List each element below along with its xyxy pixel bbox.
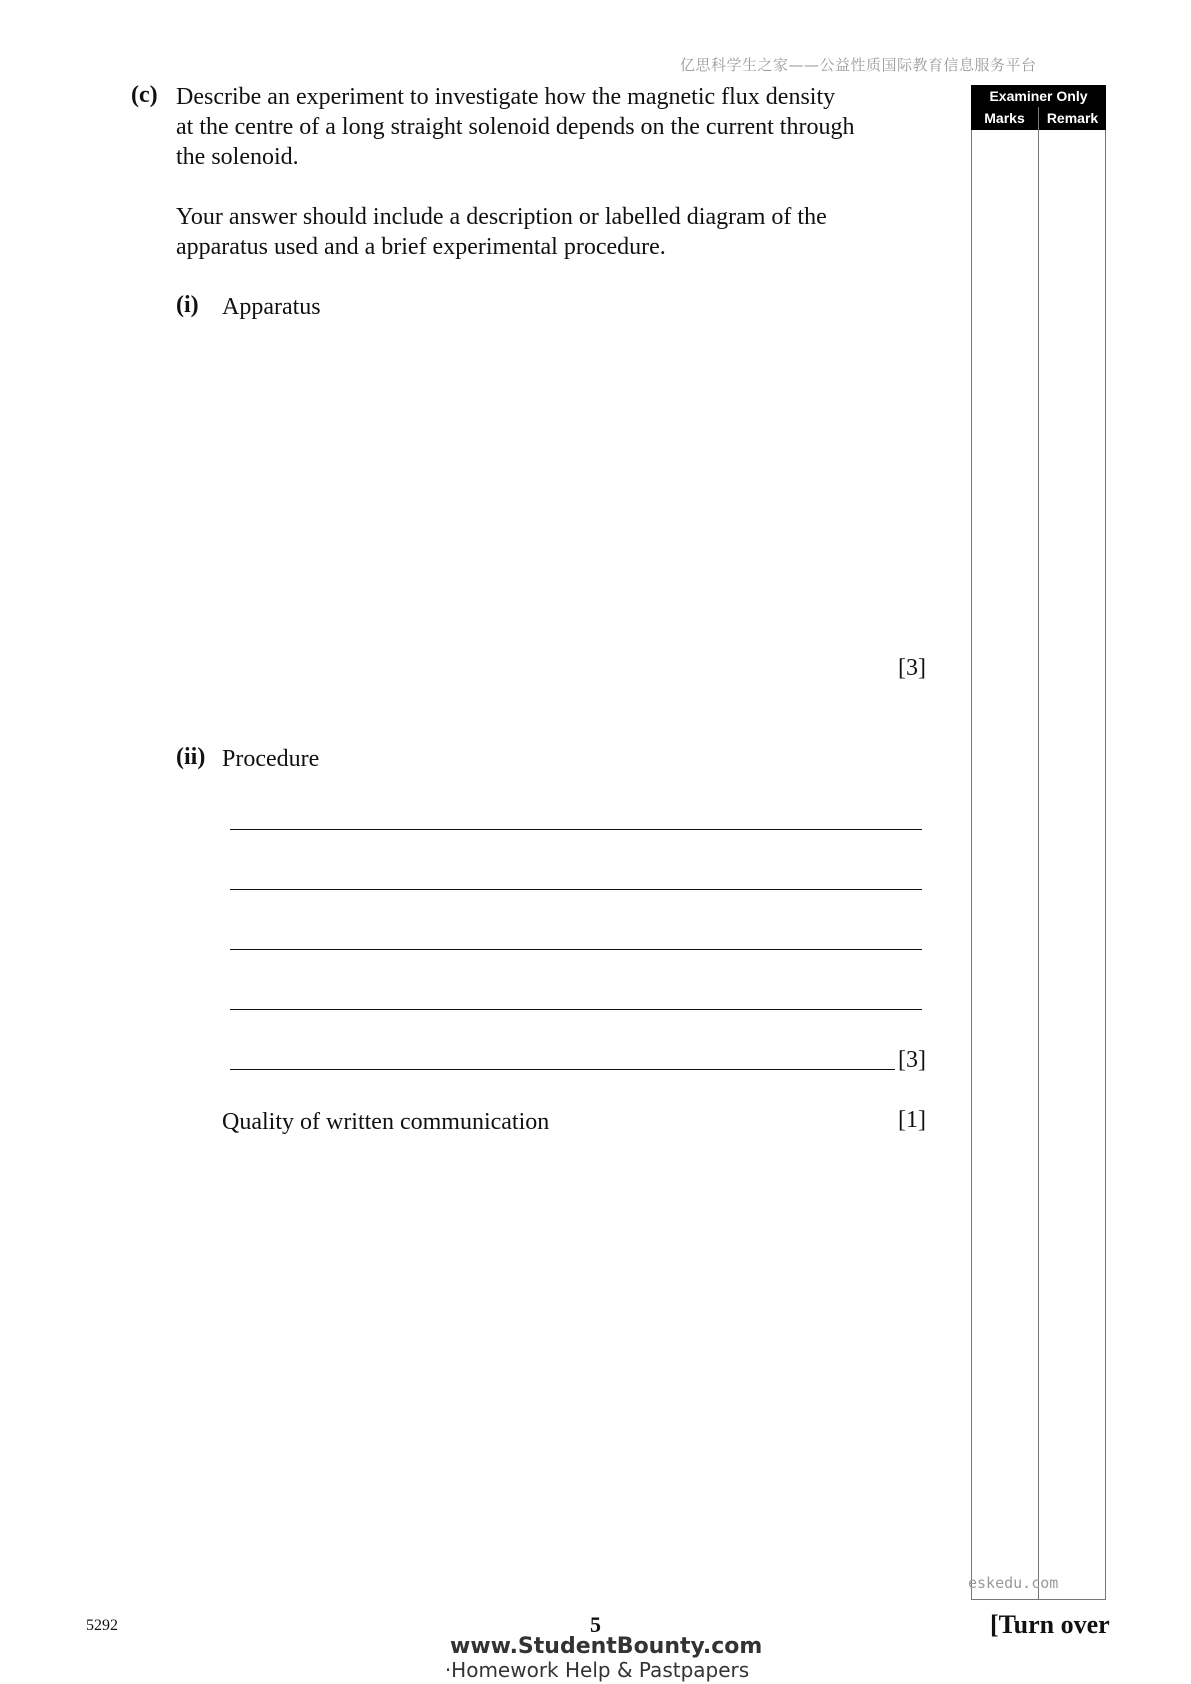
- instruction-line-1: Your answer should include a description or labelled diagram of the: [176, 204, 827, 230]
- page-number: 5: [590, 1612, 601, 1637]
- remark-entry-area[interactable]: [1039, 130, 1105, 1599]
- site-url-watermark: www.StudentBounty.com: [450, 1634, 763, 1659]
- examiner-only-header: Examiner Only: [971, 85, 1106, 107]
- question-text-line-1: Describe an experiment to investigate how the magnetic flux density: [176, 84, 836, 110]
- question-label: (c): [131, 82, 158, 108]
- turn-over-note: [Turn over: [990, 1610, 1110, 1639]
- part-ii-label: (ii): [176, 744, 206, 770]
- instruction-line-2: apparatus used and a brief experimental procedure.: [176, 234, 666, 260]
- part-i-title: Apparatus: [222, 294, 321, 320]
- quality-marks: [1]: [898, 1107, 926, 1133]
- header-watermark: 亿思科学生之家——公益性质国际教育信息服务平台: [680, 56, 1037, 74]
- part-i-label: (i): [176, 292, 199, 318]
- marks-column-header: Marks: [971, 107, 1039, 130]
- part-i-marks: [3]: [898, 655, 926, 681]
- question-text-line-3: the solenoid.: [176, 144, 299, 170]
- answer-line-3[interactable]: [230, 949, 922, 950]
- marks-entry-area[interactable]: [972, 130, 1038, 1599]
- part-ii-title: Procedure: [222, 746, 320, 772]
- apparatus-answer-area[interactable]: [222, 330, 922, 630]
- remark-column-header: Remark: [1039, 107, 1106, 130]
- answer-line-4[interactable]: [230, 1009, 922, 1010]
- answer-line-1[interactable]: [230, 829, 922, 830]
- small-watermark: eskedu.com: [968, 1574, 1059, 1592]
- quality-label: Quality of written communication: [222, 1109, 550, 1135]
- part-ii-marks: [3]: [898, 1047, 926, 1073]
- site-tagline-watermark: ·Homework Help & Pastpapers: [444, 1658, 750, 1682]
- answer-line-2[interactable]: [230, 889, 922, 890]
- question-text-line-2: at the centre of a long straight solenoid depends on the current through: [176, 114, 855, 140]
- paper-code: 5292: [86, 1617, 118, 1634]
- answer-line-5[interactable]: [230, 1069, 895, 1070]
